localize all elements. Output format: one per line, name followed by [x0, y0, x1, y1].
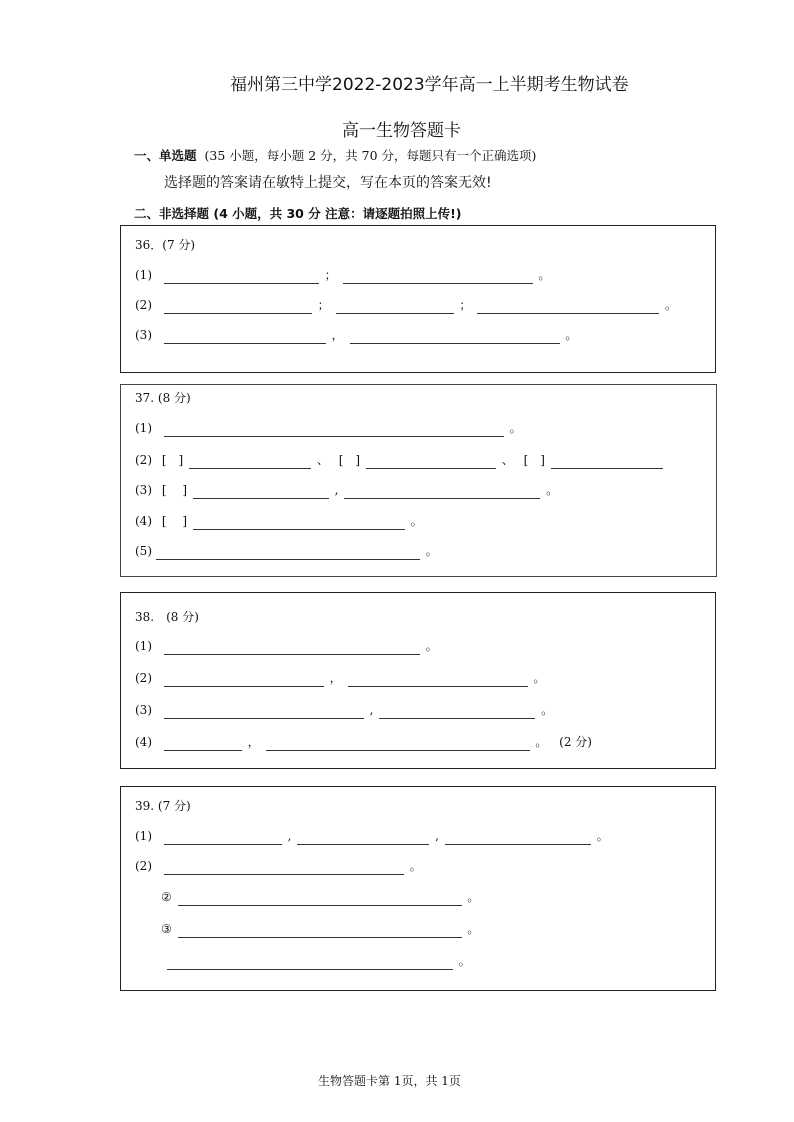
question-39-box [120, 786, 716, 991]
q38-row-1 [135, 637, 438, 655]
answer-blank[interactable] [164, 737, 242, 751]
separator: 。 [546, 483, 559, 497]
separator: 。 [467, 922, 480, 936]
q39-row-2 [135, 857, 422, 875]
q39-row-1 [135, 827, 609, 845]
separator: 。 [565, 328, 578, 342]
answer-blank[interactable] [344, 485, 540, 499]
row-label: (2) [135, 671, 152, 685]
answer-blank[interactable] [193, 485, 329, 499]
answer-blank[interactable] [164, 641, 420, 655]
q36-row-3 [135, 326, 577, 344]
section1-notice: 选择题的答案请在敏特上提交，写在本页的答案无效! [164, 175, 492, 191]
q37-row-3 [135, 481, 558, 499]
bracket: [ ] [338, 453, 361, 467]
q37-row-5 [135, 542, 438, 560]
row-label: (1) [135, 829, 152, 843]
answer-blank[interactable] [164, 705, 364, 719]
separator: 、 [316, 453, 329, 467]
bracket: [ ] [523, 453, 545, 467]
separator: ； [317, 298, 330, 312]
separator: 。 [458, 954, 471, 968]
question-37-box [120, 384, 717, 577]
section2-heading: 二、非选择题 (4 小题，共 30 分 注意：请逐题拍照上传!) [134, 206, 462, 221]
answer-blank[interactable] [164, 673, 324, 687]
answer-blank[interactable] [297, 831, 429, 845]
answer-blank[interactable] [164, 423, 504, 437]
section1-heading: 一、单选题 [134, 148, 197, 163]
card-title: 高一生物答题卡 [342, 121, 461, 141]
separator: ； [459, 298, 472, 312]
separator: 。 [467, 890, 480, 904]
question-39-header: 39. (7 分) [135, 799, 191, 813]
separator: ， [247, 735, 260, 749]
q37-row-1 [135, 419, 522, 437]
q38-row-4 [135, 733, 592, 751]
bracket: [ ] [161, 483, 188, 497]
row-label: (3) [135, 483, 152, 497]
separator: 。 [410, 514, 423, 528]
answer-blank[interactable] [164, 270, 319, 284]
q39-row-3 [161, 888, 479, 906]
bracket: [ ] [161, 514, 188, 528]
answer-blank[interactable] [366, 455, 496, 469]
q36-row-2 [135, 296, 677, 314]
answer-blank[interactable] [164, 831, 282, 845]
q38-row-2 [135, 669, 545, 687]
answer-blank[interactable] [189, 455, 311, 469]
answer-blank[interactable] [164, 330, 326, 344]
separator: 。 [596, 829, 609, 843]
answer-blank[interactable] [164, 861, 404, 875]
question-38-box [120, 592, 716, 769]
question-38-header: 38. (8 分) [135, 610, 199, 624]
answer-blank[interactable] [551, 455, 663, 469]
separator: ， [329, 671, 342, 685]
separator: , [287, 829, 292, 843]
row-label: (1) [135, 268, 152, 282]
separator: 。 [665, 298, 678, 312]
answer-blank[interactable] [379, 705, 535, 719]
row-label: (3) [135, 328, 152, 342]
answer-blank[interactable] [445, 831, 591, 845]
page-footer: 生物答题卡第 1页，共 1页 [318, 1074, 461, 1088]
answer-blank[interactable] [178, 924, 462, 938]
answer-blank[interactable] [193, 516, 405, 530]
row-label: ③ [161, 922, 172, 936]
separator: 、 [501, 453, 514, 467]
row-label: (3) [135, 703, 152, 717]
answer-blank[interactable] [164, 300, 312, 314]
row-label: (4) [135, 735, 152, 749]
separator: , [334, 483, 339, 497]
answer-blank[interactable] [266, 737, 530, 751]
separator: ， [331, 328, 344, 342]
row-label: (1) [135, 639, 152, 653]
answer-blank[interactable] [167, 956, 453, 970]
answer-blank[interactable] [343, 270, 533, 284]
separator: 。 [533, 671, 546, 685]
separator: 。 [538, 268, 551, 282]
separator: 。 [425, 639, 438, 653]
separator: 。 [425, 544, 438, 558]
answer-blank[interactable] [477, 300, 659, 314]
answer-blank[interactable] [336, 300, 454, 314]
separator: 。 [509, 421, 522, 435]
question-36-box [120, 225, 716, 373]
answer-blank[interactable] [156, 546, 420, 560]
separator: 。 [409, 859, 422, 873]
bracket: [ ] [161, 453, 184, 467]
row-label: (2) [135, 453, 152, 467]
points-note: (2 分) [559, 735, 592, 749]
row-label: (2) [135, 298, 152, 312]
question-36-header: 36．(7 分) [135, 238, 196, 252]
q36-row-1 [135, 266, 550, 284]
answer-blank[interactable] [348, 673, 528, 687]
separator: 。 [535, 735, 548, 749]
row-label: (5) [135, 544, 152, 558]
q39-row-5 [161, 952, 471, 970]
separator: 。 [541, 703, 554, 717]
question-37-header: 37. (8 分) [135, 391, 191, 405]
separator: , [369, 703, 374, 717]
q39-row-4 [161, 920, 479, 938]
section1-detail: (35 小题，每小题 2 分，共 70 分，每题只有一个正确选项) [204, 148, 537, 163]
row-label: (4) [135, 514, 152, 528]
row-label: (1) [135, 421, 152, 435]
row-label: (2) [135, 859, 152, 873]
separator: ； [324, 268, 337, 282]
q38-row-3 [135, 701, 553, 719]
row-label: ② [161, 890, 172, 904]
section2-line [134, 204, 461, 222]
answer-blank[interactable] [350, 330, 560, 344]
answer-blank[interactable] [178, 892, 462, 906]
q37-row-4 [135, 512, 423, 530]
section1-line [134, 146, 536, 164]
q37-row-2 [135, 451, 665, 469]
exam-title: 福州第三中学2022-2023学年高一上半期考生物试卷 [230, 75, 629, 95]
separator: , [435, 829, 439, 843]
